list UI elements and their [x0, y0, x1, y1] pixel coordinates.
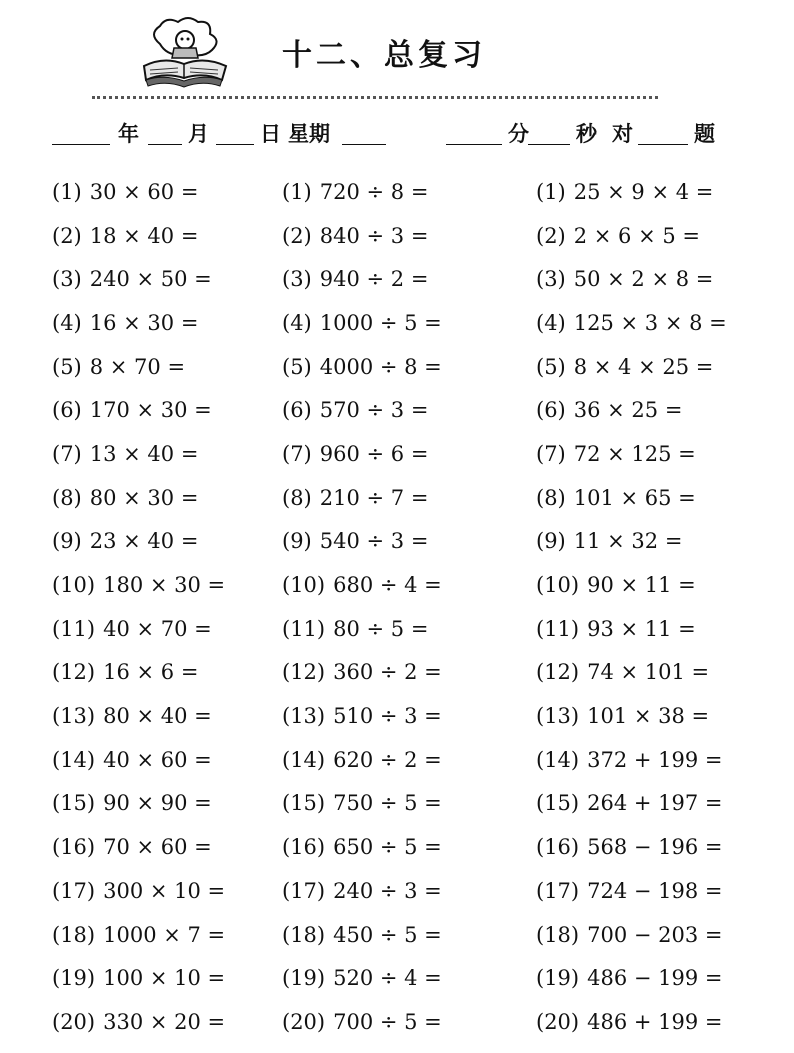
question-number: (10) [536, 573, 580, 598]
question-number: (9) [52, 529, 82, 554]
question-item [52, 694, 302, 738]
question-expression: 125 × 3 × 8 = [573, 310, 727, 335]
question-number: (16) [282, 835, 326, 860]
question-item [282, 476, 532, 520]
question-expression: 1000 × 7 = [103, 922, 226, 947]
question-item [536, 1000, 786, 1044]
question-expression: 264 + 197 = [587, 791, 723, 816]
question-expression: 960 ÷ 6 = [319, 441, 429, 466]
question-expression: 25 × 9 × 4 = [573, 179, 714, 204]
question-number: (8) [52, 485, 82, 510]
question-number: (14) [282, 747, 326, 772]
weekday-label: 星期 [288, 122, 330, 146]
question-item [536, 563, 786, 607]
question-item [52, 563, 302, 607]
question-item [52, 388, 302, 432]
question-item [282, 520, 532, 564]
question-number: (3) [282, 267, 312, 292]
question-item [536, 956, 786, 1000]
question-expression: 8 × 70 = [89, 354, 186, 379]
question-expression: 36 × 25 = [573, 398, 683, 423]
question-number: (16) [52, 835, 96, 860]
question-number: (13) [282, 704, 326, 729]
question-number: (7) [282, 441, 312, 466]
question-item [282, 388, 532, 432]
question-expression: 940 ÷ 2 = [319, 267, 429, 292]
question-item [282, 607, 532, 651]
question-number: (7) [536, 441, 566, 466]
question-item [536, 651, 786, 695]
question-expression: 80 × 40 = [103, 704, 212, 729]
question-number: (20) [52, 1009, 96, 1034]
question-item [282, 825, 532, 869]
question-item [536, 607, 786, 651]
question-expression: 372 + 199 = [587, 747, 723, 772]
question-number: (5) [52, 354, 82, 379]
question-expression: 300 × 10 = [103, 878, 226, 903]
question-item [282, 738, 532, 782]
question-item [536, 913, 786, 957]
question-number: (13) [536, 704, 580, 729]
question-expression: 1000 ÷ 5 = [319, 310, 442, 335]
question-item [52, 869, 302, 913]
question-number: (19) [536, 966, 580, 991]
question-expression: 90 × 90 = [103, 791, 212, 816]
question-item [536, 214, 786, 258]
question-number: (2) [282, 223, 312, 248]
question-item [282, 257, 532, 301]
question-item [536, 825, 786, 869]
question-item [52, 782, 302, 826]
question-expression: 13 × 40 = [89, 441, 199, 466]
dotted-divider [92, 96, 658, 99]
question-item [536, 520, 786, 564]
question-item [52, 214, 302, 258]
question-item [282, 869, 532, 913]
question-number: (7) [52, 441, 82, 466]
question-expression: 486 − 199 = [587, 966, 723, 991]
question-item [52, 476, 302, 520]
question-expression: 72 × 125 = [573, 441, 696, 466]
question-number: (12) [52, 660, 96, 685]
question-expression: 360 ÷ 2 = [333, 660, 442, 685]
question-expression: 724 − 198 = [587, 878, 723, 903]
question-number: (4) [536, 310, 566, 335]
question-expression: 90 × 11 = [587, 573, 696, 598]
question-expression: 50 × 2 × 8 = [573, 267, 714, 292]
question-expression: 568 − 196 = [587, 835, 723, 860]
question-item [282, 651, 532, 695]
question-item [282, 563, 532, 607]
question-number: (10) [282, 573, 326, 598]
question-expression: 101 × 38 = [587, 704, 710, 729]
question-expression: 330 × 20 = [103, 1009, 226, 1034]
question-item [52, 1000, 302, 1044]
question-item [282, 1000, 532, 1044]
question-number: (2) [536, 223, 566, 248]
year-label: 年 [118, 122, 139, 146]
question-number: (8) [536, 485, 566, 510]
question-number: (12) [282, 660, 326, 685]
info-line [52, 118, 752, 150]
question-expression: 750 ÷ 5 = [333, 791, 442, 816]
question-expression: 180 × 30 = [103, 573, 226, 598]
question-item [536, 869, 786, 913]
question-expression: 486 + 199 = [587, 1009, 723, 1034]
question-expression: 30 × 60 = [89, 179, 199, 204]
question-item [52, 520, 302, 564]
question-expression: 101 × 65 = [573, 485, 696, 510]
question-number: (19) [282, 966, 326, 991]
question-item [282, 214, 532, 258]
question-expression: 2 × 6 × 5 = [573, 223, 700, 248]
seconds-blank[interactable] [528, 118, 570, 145]
minutes-blank[interactable] [446, 118, 502, 145]
question-item [52, 345, 302, 389]
question-number: (5) [536, 354, 566, 379]
question-item [282, 782, 532, 826]
question-item [536, 170, 786, 214]
question-number: (18) [52, 922, 96, 947]
question-item [282, 432, 532, 476]
multiplication-column [52, 170, 302, 1044]
month-blank[interactable] [148, 118, 182, 145]
question-expression: 680 ÷ 4 = [333, 573, 442, 598]
question-number: (1) [536, 179, 566, 204]
question-number: (17) [536, 878, 580, 903]
question-expression: 8 × 4 × 25 = [573, 354, 714, 379]
question-expression: 650 ÷ 5 = [333, 835, 442, 860]
question-item [536, 782, 786, 826]
question-number: (16) [536, 835, 580, 860]
question-expression: 23 × 40 = [89, 529, 199, 554]
question-number: (8) [282, 485, 312, 510]
seconds-label: 秒 [576, 122, 597, 146]
question-expression: 720 ÷ 8 = [319, 179, 429, 204]
question-expression: 450 ÷ 5 = [333, 922, 442, 947]
question-number: (9) [282, 529, 312, 554]
question-expression: 93 × 11 = [587, 616, 696, 641]
correct-count-blank[interactable] [638, 118, 688, 145]
question-number: (9) [536, 529, 566, 554]
question-item [52, 825, 302, 869]
question-item [52, 301, 302, 345]
question-number: (18) [536, 922, 580, 947]
question-number: (10) [52, 573, 96, 598]
question-item [282, 170, 532, 214]
question-number: (2) [52, 223, 82, 248]
question-item [52, 607, 302, 651]
question-item [52, 651, 302, 695]
question-item [52, 257, 302, 301]
question-number: (19) [52, 966, 96, 991]
question-expression: 570 ÷ 3 = [319, 398, 429, 423]
question-expression: 510 ÷ 3 = [333, 704, 442, 729]
question-item [536, 476, 786, 520]
question-item [536, 738, 786, 782]
question-item [52, 956, 302, 1000]
question-item [536, 388, 786, 432]
correct-label: 对 [612, 122, 633, 146]
question-expression: 240 × 50 = [89, 267, 212, 292]
question-number: (15) [52, 791, 96, 816]
question-expression: 80 × 30 = [89, 485, 199, 510]
question-expression: 840 ÷ 3 = [319, 223, 429, 248]
question-expression: 80 ÷ 5 = [333, 616, 429, 641]
question-number: (14) [536, 747, 580, 772]
question-expression: 74 × 101 = [587, 660, 710, 685]
question-number: (20) [536, 1009, 580, 1034]
question-number: (18) [282, 922, 326, 947]
question-item [536, 301, 786, 345]
question-item [536, 694, 786, 738]
question-number: (4) [282, 310, 312, 335]
question-item [52, 913, 302, 957]
question-item [536, 345, 786, 389]
day-label: 日 [260, 122, 281, 146]
question-number: (6) [282, 398, 312, 423]
question-number: (11) [536, 616, 580, 641]
question-expression: 700 − 203 = [587, 922, 723, 947]
year-blank[interactable] [52, 118, 110, 145]
question-number: (3) [52, 267, 82, 292]
question-item [52, 170, 302, 214]
question-expression: 620 ÷ 2 = [333, 747, 442, 772]
question-expression: 700 ÷ 5 = [333, 1009, 442, 1034]
minutes-label: 分 [508, 122, 529, 146]
day-blank[interactable] [216, 118, 254, 145]
question-expression: 18 × 40 = [89, 223, 199, 248]
question-number: (1) [282, 179, 312, 204]
page-title: 十二、总复习 [282, 38, 486, 73]
question-expression: 4000 ÷ 8 = [319, 354, 442, 379]
question-expression: 70 × 60 = [103, 835, 212, 860]
question-expression: 540 ÷ 3 = [319, 529, 429, 554]
question-number: (12) [536, 660, 580, 685]
question-item [282, 956, 532, 1000]
question-item [282, 301, 532, 345]
division-column [282, 170, 532, 1044]
question-item [52, 738, 302, 782]
question-number: (17) [282, 878, 326, 903]
mixed-operations-column [536, 170, 786, 1044]
question-item [52, 432, 302, 476]
question-number: (5) [282, 354, 312, 379]
question-expression: 210 ÷ 7 = [319, 485, 429, 510]
question-item [282, 345, 532, 389]
question-number: (3) [536, 267, 566, 292]
question-expression: 40 × 60 = [103, 747, 212, 772]
question-expression: 11 × 32 = [573, 529, 683, 554]
question-number: (17) [52, 878, 96, 903]
month-label: 月 [188, 122, 209, 146]
question-expression: 170 × 30 = [89, 398, 212, 423]
question-number: (13) [52, 704, 96, 729]
question-number: (11) [282, 616, 326, 641]
question-number: (15) [536, 791, 580, 816]
weekday-blank[interactable] [342, 118, 386, 145]
question-number: (6) [52, 398, 82, 423]
question-item [282, 694, 532, 738]
question-number: (1) [52, 179, 82, 204]
questions-label: 题 [694, 122, 715, 146]
question-number: (15) [282, 791, 326, 816]
question-expression: 16 × 6 = [103, 660, 199, 685]
question-number: (14) [52, 747, 96, 772]
question-item [282, 913, 532, 957]
question-number: (11) [52, 616, 96, 641]
question-expression: 100 × 10 = [103, 966, 226, 991]
question-expression: 16 × 30 = [89, 310, 199, 335]
question-number: (4) [52, 310, 82, 335]
question-expression: 40 × 70 = [103, 616, 212, 641]
question-number: (20) [282, 1009, 326, 1034]
question-number: (6) [536, 398, 566, 423]
question-expression: 520 ÷ 4 = [333, 966, 442, 991]
question-expression: 240 ÷ 3 = [333, 878, 442, 903]
question-item [536, 257, 786, 301]
question-item [536, 432, 786, 476]
book-reading-cartoon-icon [138, 14, 230, 90]
